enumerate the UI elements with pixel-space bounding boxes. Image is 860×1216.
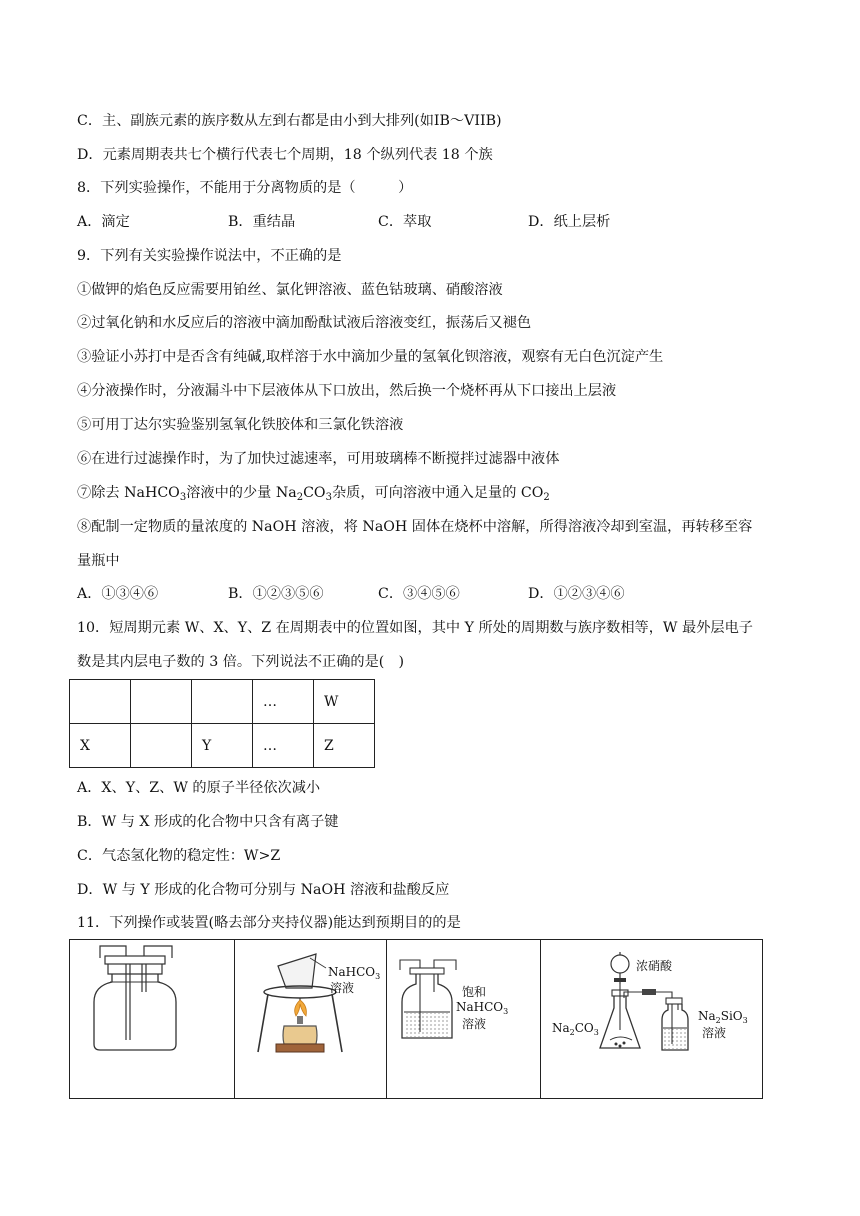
apparatus-panel-3: [386, 940, 541, 1098]
q8-option-c: C．萃取: [378, 214, 432, 230]
q9-statement-5: ⑤可用丁达尔实验鉴别氢氧化铁胶体和三氯化铁溶液: [77, 417, 404, 433]
q9-option-a: A．①③④⑥: [77, 586, 159, 602]
q8-option-a: A．滴定: [77, 214, 130, 230]
na2sio3-label: $Na_2SiO_3$: [698, 1009, 748, 1025]
table-row: [70, 680, 375, 724]
table-cell: [131, 724, 192, 768]
q9-option-c: C．③④⑤⑥: [378, 586, 460, 602]
solution-label: 溶液: [462, 1017, 487, 1031]
table-cell: [70, 680, 131, 724]
table-cell: W: [314, 680, 375, 724]
nahco3-label: NaHCO$_3$: [456, 1000, 509, 1016]
q8-option-b: B．重结晶: [228, 214, 296, 230]
question-9: 9．下列有关实验操作说法中，不正确的是: [77, 248, 342, 264]
q9-statement-3: ③验证小苏打中是否含有纯碱,取样溶于水中滴加少量的氢氧化钡溶液，观察有无白色沉淀产生: [77, 349, 664, 365]
q9-option-b: B．①②③⑤⑥: [228, 586, 324, 602]
q10-option-d: D．W 与 Y 形成的化合物可分别与 NaOH 溶液和盐酸反应: [77, 882, 450, 898]
q9-statement-2: ②过氧化钠和水反应后的溶液中滴加酚酞试液后溶液变红，振荡后又褪色: [77, 315, 532, 331]
table-cell: X: [70, 724, 131, 768]
q7-option-d: D．元素周期表共七个横行代表七个周期，18 个纵列代表 18 个族: [77, 147, 493, 163]
q8-option-d: D．纸上层析: [528, 214, 611, 230]
na2co3-label: $Na_2CO_3$: [552, 1021, 599, 1037]
nahco3-label: NaHCO$_3$: [328, 965, 381, 981]
q9-statement-1: ①做钾的焰色反应需要用铂丝、氯化钾溶液、蓝色钴玻璃、硝酸溶液: [77, 282, 503, 298]
q10-option-b: B．W 与 X 形成的化合物中只含有离子键: [77, 814, 339, 830]
q10-option-a: A．X、Y、Z、W 的原子半径依次减小: [77, 780, 321, 796]
table-cell: Y: [192, 724, 253, 768]
q9-option-d: D．①②③④⑥: [528, 586, 625, 602]
washing-bottle-icon: [386, 940, 540, 1098]
solution-label: 溶液: [702, 1026, 727, 1040]
conc-nitric-acid-label: 浓硝酸: [636, 959, 673, 973]
question-10-line1: 10．短周期元素 W、X、Y、Z 在周期表中的位置如图，其中 Y 所处的周期数与族序数相等，W 最外层电子: [77, 620, 753, 636]
saturated-label: 饱和: [462, 985, 487, 999]
table-cell: [131, 680, 192, 724]
table-cell: …: [253, 680, 314, 724]
q9-statement-7: ⑦除去 NaHCO$_3$溶液中的少量 $Na_2CO_3$杂质，可向溶液中通入足量的 $CO_2$: [77, 485, 550, 503]
solution-label: 溶液: [330, 981, 355, 995]
table-cell: [192, 680, 253, 724]
q10-option-c: C．气态氢化物的稳定性：W>Z: [77, 848, 281, 864]
question-8: 8．下列实验操作，不能用于分离物质的是（ ）: [77, 180, 413, 196]
table-cell: …: [253, 724, 314, 768]
apparatus-panel-1: [70, 940, 235, 1098]
question-11: 11．下列操作或装置(略去部分夹持仪器)能达到预期目的的是: [77, 915, 461, 931]
table-row: [70, 724, 375, 768]
q7-option-c: C．主、副族元素的族序数从左到右都是由小到大排列(如IB～VIIB): [77, 113, 502, 129]
question-10-line2: 数是其内层电子数的 3 倍。下列说法不正确的是( ): [77, 654, 405, 670]
heating-apparatus-icon: [234, 940, 386, 1098]
q9-statement-4: ④分液操作时，分液漏斗中下层液体从下口放出，然后换一个烧杯再从下口接出上层液: [77, 383, 617, 399]
table-cell: Z: [314, 724, 375, 768]
q9-statement-8-line2: 量瓶中: [77, 553, 120, 569]
gas-bottle-icon: [70, 940, 234, 1098]
apparatus-panel-2: [234, 940, 387, 1098]
q9-statement-6: ⑥在进行过滤操作时，为了加快过滤速率，可用玻璃棒不断搅拌过滤器中液体: [77, 451, 560, 467]
periodic-table-fragment: [69, 679, 375, 768]
acid-reaction-apparatus-icon: [540, 940, 762, 1098]
q9-statement-8-line1: ⑧配制一定物质的量浓度的 NaOH 溶液，将 NaOH 固体在烧杯中溶解，所得溶液冷却到室温，再转移至容: [77, 519, 753, 535]
apparatus-panel-4: [540, 940, 762, 1098]
apparatus-table: [69, 939, 763, 1099]
